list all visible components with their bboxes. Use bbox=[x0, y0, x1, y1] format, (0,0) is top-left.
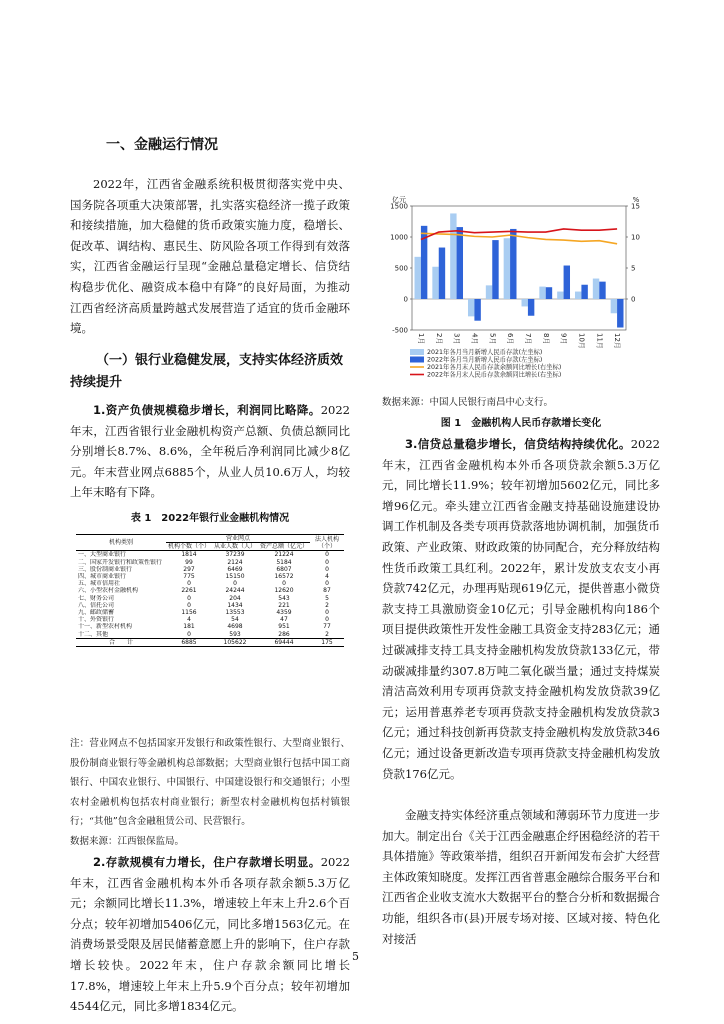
col-staff: 从业人数（人） bbox=[214, 543, 257, 551]
cell-legal: 0 bbox=[325, 580, 329, 588]
row-label: 一、大型商业银行 bbox=[78, 551, 127, 559]
cell-count: 181 bbox=[183, 623, 195, 631]
left-tick-label: 500 bbox=[394, 264, 408, 273]
total-staff: 105622 bbox=[212, 638, 258, 646]
bar-2022-3 bbox=[457, 227, 463, 299]
table-note: 注：营业网点不包括国家开发银行和政策性银行、大型商业银行、股份制商业银行等金融机构总部数据；大型商业银行包括中国工商银行、中国农业银行、中国银行、中国建设银行和交通银行；小型农村金融机构包括农村商业银行；新型农村金融机构包括村镇银行；“其他”包含金融租赁公司、民营银行。 bbox=[70, 738, 350, 827]
category-label: 9月 bbox=[559, 333, 568, 345]
chart-source: 数据来源：中国人民银行南昌中心支行。 bbox=[382, 397, 554, 408]
cell-legal: 0 bbox=[325, 609, 329, 617]
table-row bbox=[76, 559, 344, 566]
left-tick-label: 1500 bbox=[390, 202, 408, 211]
bar-2022-12 bbox=[617, 299, 623, 328]
deposits-paragraph bbox=[70, 852, 350, 1017]
cell-count: 775 bbox=[183, 573, 195, 581]
bar-2022-4 bbox=[474, 299, 480, 321]
cell-staff: 0 bbox=[233, 580, 237, 588]
intro-paragraph: 2022年，江西省金融系统积极贯彻落实党中央、国务院各项重大决策部署，扎实落实稳经济一揽子政策和接续措施，加大稳健的货币政策实施力度，稳增长、促改革、调结构、惠民生、防风险各项工作得到有效落实，江西省金融运行呈现“金融总量稳定增长、信贷结构稳步优化、融资成本稳中有降”的良好局面，为推动江西省经济高质量跨越式发展营造了适宜的货币金融环境。 bbox=[70, 177, 350, 336]
table-row bbox=[76, 566, 344, 573]
table-row bbox=[76, 551, 344, 559]
table-row bbox=[76, 616, 344, 623]
cell-staff: 6469 bbox=[227, 565, 243, 573]
deposit-chart bbox=[382, 186, 660, 398]
row-label: 八、信托公司 bbox=[78, 601, 115, 609]
section-heading: 一、金融运行情况 bbox=[106, 137, 218, 153]
legend-label: 2021年各月当月新增人民币存款(左坐标) bbox=[427, 349, 543, 356]
col-assets: 资产总额（亿元） bbox=[260, 543, 309, 551]
table-row bbox=[76, 602, 344, 609]
left-tick-label: -500 bbox=[392, 326, 408, 335]
cell-assets: 286 bbox=[278, 630, 290, 638]
cell-assets: 5184 bbox=[276, 558, 292, 566]
bar-2022-8 bbox=[546, 287, 552, 299]
row-label: 十二、其他 bbox=[78, 630, 109, 638]
loans-paragraph bbox=[382, 434, 660, 784]
table-title: 表 1 2022年银行业金融机构情况 bbox=[130, 513, 290, 524]
category-label: 8月 bbox=[541, 333, 550, 345]
category-label: 10月 bbox=[577, 333, 586, 349]
loans-lead: 3.信贷总量稳步增长，信贷结构持续优化。 bbox=[405, 437, 631, 451]
deposits-lead: 2.存款规模有力增长，住户存款增长明显。 bbox=[93, 855, 321, 869]
bar-2021-9 bbox=[557, 292, 563, 299]
cell-assets: 951 bbox=[278, 623, 290, 631]
bar-2021-4 bbox=[468, 299, 474, 316]
row-label: 十一、新型农村机构 bbox=[78, 623, 133, 631]
cell-legal: 0 bbox=[325, 616, 329, 624]
cell-assets: 16572 bbox=[274, 573, 294, 581]
table-row bbox=[76, 631, 344, 639]
cell-legal: 0 bbox=[325, 565, 329, 573]
subsection-heading: （一）银行业稳健发展，支持实体经济质效持续提升 bbox=[70, 353, 344, 390]
cell-staff: 15150 bbox=[225, 573, 245, 581]
category-label: 3月 bbox=[452, 333, 461, 345]
cell-assets: 6807 bbox=[276, 565, 292, 573]
total-count: 6885 bbox=[166, 638, 212, 646]
cell-count: 2261 bbox=[181, 587, 197, 595]
bar-2021-6 bbox=[504, 238, 510, 299]
bar-2022-11 bbox=[599, 282, 605, 299]
cell-staff: 24244 bbox=[225, 587, 245, 595]
category-label: 5月 bbox=[488, 333, 497, 345]
col-group: 营业网点 bbox=[166, 535, 310, 543]
cell-assets: 12620 bbox=[274, 587, 294, 595]
bar-2022-9 bbox=[564, 266, 570, 299]
row-label: 二、国家开发银行和政策性银行 bbox=[78, 558, 163, 566]
cell-legal: 87 bbox=[323, 587, 331, 595]
institutions-table bbox=[76, 534, 344, 647]
category-label: 11月 bbox=[595, 333, 604, 349]
table-row bbox=[76, 609, 344, 616]
category-label: 2月 bbox=[434, 333, 443, 345]
legend-label: 2021年各月末人民币存款余额同比增长(右坐标) bbox=[427, 364, 562, 371]
cell-staff: 4698 bbox=[227, 623, 243, 631]
bar-2021-5 bbox=[486, 285, 492, 299]
bar-2022-7 bbox=[528, 299, 534, 316]
right-tick-label: 15 bbox=[631, 202, 640, 211]
category-label: 6月 bbox=[506, 333, 515, 345]
cell-legal: 0 bbox=[325, 558, 329, 566]
cell-count: 4 bbox=[187, 616, 191, 624]
cell-count: 0 bbox=[187, 630, 191, 638]
right-axis-label: % bbox=[632, 196, 640, 204]
left-tick-label: 0 bbox=[403, 295, 408, 304]
cell-staff: 1434 bbox=[227, 601, 243, 609]
table-source: 数据来源：江西银保监局。 bbox=[70, 836, 185, 847]
total-assets: 69444 bbox=[258, 638, 310, 646]
legend-swatch bbox=[410, 349, 424, 355]
cell-count: 297 bbox=[183, 565, 195, 573]
bar-2021-7 bbox=[521, 299, 527, 306]
legend-label: 2022年各月末人民币存款余额同比增长(右坐标) bbox=[427, 371, 562, 379]
bar-2021-8 bbox=[539, 287, 545, 299]
bar-2021-3 bbox=[450, 213, 456, 299]
cell-staff: 13553 bbox=[225, 609, 245, 617]
cell-legal: 4 bbox=[325, 573, 329, 581]
cell-staff: 54 bbox=[231, 616, 239, 624]
cell-assets: 4359 bbox=[276, 609, 292, 617]
cell-assets: 47 bbox=[280, 616, 288, 624]
cell-legal: 2 bbox=[325, 630, 329, 638]
table-total-row bbox=[76, 638, 344, 646]
table-row bbox=[76, 623, 344, 630]
cell-staff: 593 bbox=[229, 630, 241, 638]
cell-assets: 21224 bbox=[274, 551, 294, 559]
bar-2021-1 bbox=[414, 257, 420, 299]
cell-count: 99 bbox=[185, 558, 193, 566]
row-label: 六、小型农村金融机构 bbox=[78, 587, 139, 595]
table-row bbox=[76, 587, 344, 594]
right-tick-label: 10 bbox=[631, 233, 640, 242]
cell-legal: 0 bbox=[325, 551, 329, 559]
left-tick-label: 1000 bbox=[390, 233, 408, 242]
cell-count: 0 bbox=[187, 580, 191, 588]
bar-2022-2 bbox=[439, 248, 445, 299]
cell-staff: 37239 bbox=[225, 551, 245, 559]
right-tick-label: 0 bbox=[631, 295, 636, 304]
deposits-body: 2022年末，江西省金融机构本外币各项存款余额5.3万亿元；余额同比增长11.3%，增速较上年末上升2.6个百分点；较年初增加5406亿元，同比多增1563亿元。在消费场景受限及居民储蓄意愿上升的影响下，住户存款增长较快。2022年末，住户存款余额同比增长17.8%，增速较上年末上升5.9个百分点；较年初增加4544亿元，同比多增1834亿元。 bbox=[70, 855, 350, 1014]
cell-assets: 0 bbox=[282, 580, 286, 588]
cell-assets: 221 bbox=[278, 601, 290, 609]
bar-2022-5 bbox=[492, 240, 498, 299]
legend-swatch bbox=[410, 357, 424, 363]
row-label: 七、财务公司 bbox=[78, 594, 115, 602]
cell-count: 1814 bbox=[181, 551, 197, 559]
col-legal: 法人机构（个） bbox=[310, 535, 344, 551]
support-paragraph: 金融支持实体经济重点领域和薄弱环节力度进一步加大。制定出台《关于江西金融惠企纾困稳经济的若干具体措施》等政策举措，组织召开新闻发布会扩大经营主体政策知晓度。发挥江西省普惠金融综合服务平台和江西省企业收支流水大数据平台的整合分析和数据撮合功能，组织各市(县)开展专场对接、区域对接、特色化对接活 bbox=[382, 808, 660, 946]
cell-staff: 2124 bbox=[227, 558, 243, 566]
bar-2021-10 bbox=[575, 292, 581, 299]
row-label: 四、城市商业银行 bbox=[78, 573, 127, 581]
cell-count: 0 bbox=[187, 601, 191, 609]
cell-count: 1156 bbox=[181, 609, 197, 617]
category-label: 7月 bbox=[523, 333, 532, 345]
total-legal: 175 bbox=[310, 638, 344, 646]
category-label: 12月 bbox=[613, 333, 622, 349]
row-label: 九、邮政储蓄 bbox=[78, 609, 115, 617]
col-count: 机构个数（个） bbox=[168, 543, 211, 551]
table-row bbox=[76, 573, 344, 580]
cell-legal: 5 bbox=[325, 594, 329, 602]
cell-legal: 77 bbox=[323, 623, 331, 631]
row-label: 十、外资银行 bbox=[78, 616, 115, 624]
total-label: 合 计 bbox=[76, 638, 166, 646]
bar-2021-11 bbox=[593, 279, 599, 299]
bar-2021-2 bbox=[432, 267, 438, 299]
bar-2022-6 bbox=[510, 229, 516, 299]
chart-svg bbox=[382, 186, 660, 398]
cell-assets: 543 bbox=[278, 594, 290, 602]
col-type: 机构类别 bbox=[76, 535, 166, 551]
bar-2021-12 bbox=[611, 299, 617, 313]
page-number: 5 bbox=[352, 950, 359, 963]
assets-paragraph bbox=[70, 400, 350, 503]
category-label: 4月 bbox=[470, 333, 479, 345]
loans-body: 2022年末，江西省金融机构本外币各项贷款余额5.3万亿元，同比增长11.9%；较年初增加5602亿元，同比多增96亿元。牵头建立江西省金融支持基础设施建设协调工作机制及各类专项再贷款落地协调机制，加强货币政策、产业政策、财政政策的协同配合，充分释放结构性货币政策工具红利。2022年，累计发放支农支小再贷款742亿元，办理再贴现619亿元，提供普惠小微贷款支持工具激励资金10亿元；引导金融机构向186个项目提供政策性开发性金融工具资金支持283亿元；通过碳减排支持工具支持金融机构发放贷款133亿元，带动碳减排量约307.8万吨二氧化碳当量；通过支持煤炭清洁高效利用专项再贷款支持金融机构发放贷款39亿元；运用普惠养老专项再贷款支持金融机构发放贷款3亿元；通过科技创新再贷款支持金融机构发放贷款346亿元；通过设备更新改造专项再贷款支持金融机构发放贷款176亿元。 bbox=[382, 437, 660, 781]
legend-label: 2022年各月当月新增人民币存款(左坐标) bbox=[427, 356, 543, 364]
category-label: 1月 bbox=[416, 333, 425, 345]
table-row bbox=[76, 580, 344, 587]
bar-2022-10 bbox=[581, 285, 587, 299]
row-label: 五、城市信用社 bbox=[78, 580, 121, 588]
row-label: 三、股份制商业银行 bbox=[78, 565, 133, 573]
cell-count: 0 bbox=[187, 594, 191, 602]
cell-legal: 2 bbox=[325, 601, 329, 609]
table-row bbox=[76, 595, 344, 602]
left-axis-label: 亿元 bbox=[392, 196, 406, 204]
assets-lead: 1.资产负债规模稳步增长，利润同比略降。 bbox=[93, 403, 321, 417]
cell-staff: 204 bbox=[229, 594, 241, 602]
assets-body: 2022年末，江西省银行业金融机构资产总额、负债总额同比分别增长8.7%、8.6%，全年税后净利润同比减少8亿元。年末营业网点6885个，从业人员10.6万人，均较上年末略有下降。 bbox=[70, 403, 350, 500]
right-tick-label: 5 bbox=[631, 264, 636, 273]
chart-title: 图 1 金融机构人民币存款增长变化 bbox=[440, 418, 602, 429]
